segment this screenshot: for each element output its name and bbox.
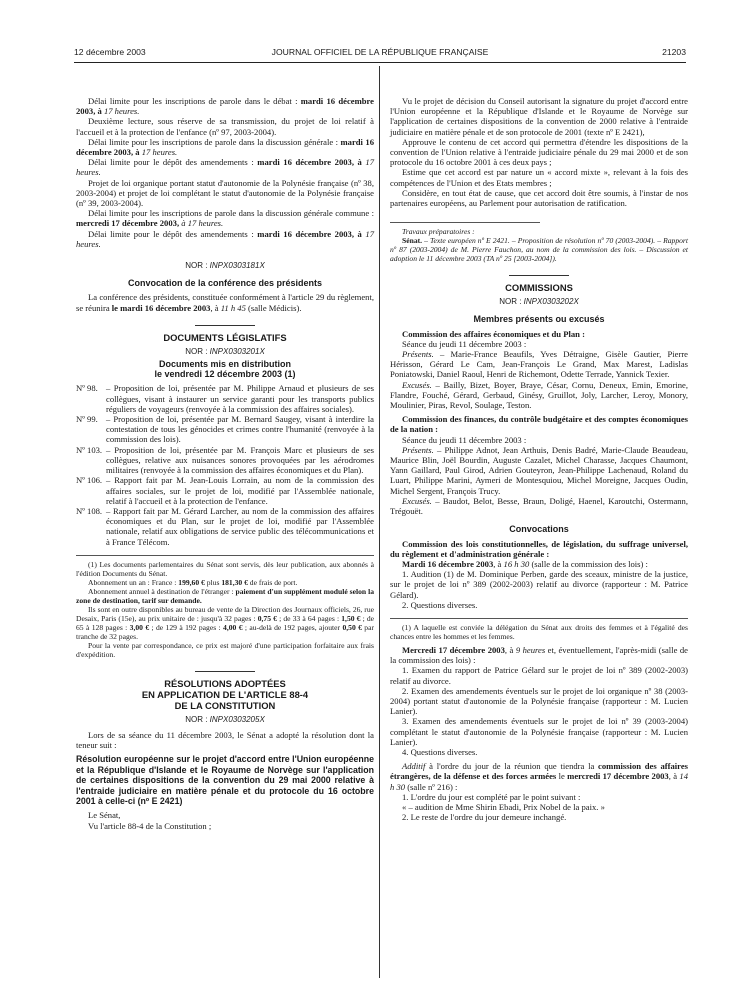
footnote: Abonnement un an : France : 199,60 € plus 181,30 € de frais de port. xyxy=(88,577,298,587)
header-title: JOURNAL OFFICIEL DE LA RÉPUBLIQUE FRANÇAISE xyxy=(271,47,489,57)
paragraph: « – audition de Mme Shirin Ebadi, Prix Nobel de la paix. » xyxy=(402,801,605,812)
paragraph: Délai limite pour les inscriptions de parole dans la discussion générale : mardi 16 décembre 2003, à 17 heures. xyxy=(76,136,374,158)
separator-rule xyxy=(195,671,255,672)
list-item: Nº 99. – Proposition de loi, présentée par M. Bernard Saugey, visant à interdire la contestation de tous les génocides et crimes contre l'humanité (renvoyée à la commission des lois). xyxy=(76,414,374,445)
travaux-preparatoires: Travaux préparatoires : Sénat. – Texte européen nº E 2421. – Proposition de résolution nº 70 (2003-2004). – Rapport nº 87 (2003-2004) de M. Pierre Fauchon, au nom de la commission des lois. – Discussion et adoption le 11 décembre 2003 (TA nº 25 [2003-2004]). xyxy=(390,227,688,264)
footnote-rule xyxy=(390,618,688,619)
section-title-resolutions: RÉSOLUTIONS ADOPTÉES EN APPLICATION DE L'ARTICLE 88-4 DE LA CONSTITUTION xyxy=(141,677,309,711)
paragraph: Mardi 16 décembre 2003, à 16 h 30 (salle de la commission des lois) : xyxy=(402,558,648,569)
commission-heading: Commission des lois constitutionnelles, de législation, du suffrage universel, du règlement et d'administration générale : xyxy=(390,538,688,559)
paragraph: 4. Questions diverses. xyxy=(402,746,478,757)
paragraph: La conférence des présidents, constituée conformément à l'article 29 du règlement, se réunira le mardi 16 décembre 2003, à 11 h 45 (salle Médicis). xyxy=(76,292,374,313)
paragraph: Délai limite pour le dépôt des amendements : mardi 16 décembre 2003, à 17 heures. xyxy=(76,228,374,249)
list-item: Nº 98. – Proposition de loi, présentée par M. Philippe Arnaud et plusieurs de ses collègues, visant à instaurer un service garanti pour les transports publics réguliers de voyageurs (renvoyée à la commission des affaires sociales). xyxy=(76,383,374,414)
column-separator xyxy=(379,66,380,978)
paragraph: Projet de loi organique portant statut d'autonomie de la Polynésie française (nº 38, 2003-2004) et projet de loi complétant le statut d'autonomie de la Polynésie française (nº 39, 2003-2004). xyxy=(76,177,374,209)
footnote: (1) Les documents parlementaires du Sénat sont servis, dès leur publication, aux abonnés à l'édition Documents du Sénat. xyxy=(76,559,374,578)
footnote: Pour la vente par correspondance, ce prix est majoré d'une participation forfaitaire aux frais d'expédition. xyxy=(76,640,374,659)
left-column xyxy=(76,96,374,831)
paragraph: Additif à l'ordre du jour de la réunion que tiendra la commission des affaires étrangères, de la défense et des forces armées le mercredi 17 décembre 2003, à 14 h 30 (salle nº 216) : xyxy=(390,761,688,792)
paragraph: Vu l'article 88-4 de la Constitution ; xyxy=(88,820,212,831)
paragraph: Considère, en tout état de cause, que cet accord doit être soumis, à l'instar de nos partenaires européens, au Parlement pour autorisation de ratification. xyxy=(390,187,688,209)
paragraph: Excusés. – Baudot, Belot, Besse, Braun, Doligé, Haenel, Karoutchi, Ostermann, Trégouët. xyxy=(390,495,688,517)
footnote: Abonnement annuel à destination de l'étranger : paiement d'un supplément modulé selon la zone de destination, tarif sur demande. xyxy=(76,586,375,605)
documents-subtitle: Documents mis en distribution le vendredi 12 décembre 2003 (1) xyxy=(154,359,296,380)
separator-rule xyxy=(509,275,569,276)
paragraph: Mercredi 17 décembre 2003, à 9 heures et, éventuellement, l'après-midi (salle de la commission des lois) : xyxy=(390,644,688,666)
nor-reference: NOR : INPX0303202X xyxy=(499,297,579,307)
paragraph: Excusés. – Bailly, Bizet, Boyer, Braye, César, Cornu, Deneux, Emin, Emorine, Flandre, Fouché, Gérard, Gerbaud, Ginésy, Gruillot, Joly, Larcher, Leroy, Monory, Moulinier, Piras, Revol, Soulage, Teston. xyxy=(390,379,688,411)
list-item: Nº 108. – Rapport fait par M. Gérard Larcher, au nom de la commission des affaires économiques et du Plan, sur le projet de loi, modifié par l'Assemblée nationale, relatif aux obligations de service public des télécommunications et à France Télécom. xyxy=(76,505,374,547)
convocations-title: Convocations xyxy=(509,524,569,535)
commission-heading: Commission des affaires économiques et du Plan : xyxy=(402,328,585,339)
list-item: Nº 103. – Proposition de loi, présentée par M. François Marc et plusieurs de ses collègues, relative aux nuisances sonores provoquées par les aérodromes militaires (renvoyée à la commission des affaires économiques et du Plan). xyxy=(76,444,374,476)
paragraph: Séance du jeudi 11 décembre 2003 : xyxy=(402,434,527,445)
paragraph: 2. Questions diverses. xyxy=(402,599,478,610)
paragraph: Approuve le contenu de cet accord qui permettra d'étendre les dispositions de la convention de l'Union relative à l'entraide judiciaire pénale du 29 mai 2000 et de son protocole du 16 octobre 2001 à ces deux pays ; xyxy=(390,136,688,168)
conference-title: Convocation de la conférence des présidents xyxy=(127,278,323,289)
paragraph: Le Sénat, xyxy=(88,810,121,821)
footnote-rule xyxy=(390,222,540,223)
membres-title: Membres présents ou excusés xyxy=(473,314,605,325)
paragraph: Lors de sa séance du 11 décembre 2003, le Sénat a adopté la résolution dont la teneur suit : xyxy=(76,729,374,751)
header-date: 12 décembre 2003 xyxy=(74,47,146,57)
nor-reference: NOR : INPX0303201X xyxy=(185,346,265,356)
paragraph: 3. Examen des amendements éventuels sur le projet de loi nº 39 (2003-2004) complétant le statut d'autonomie de la Polynésie française (rapporteur : M. Lucien Lanier). xyxy=(390,716,688,747)
paragraph: Vu le projet de décision du Conseil autorisant la signature du projet d'accord entre l'Union européenne et la République d'Islande et le Royaume de Norvège sur l'application de certaines dispositions de la convention de 2000 relative à l'entraide judiciaire en matière pénale et de son protocole de 2001 (texte nº E 2421), xyxy=(390,96,688,137)
nor-reference: NOR : INPX0303181X xyxy=(185,261,265,271)
section-title-commissions: COMMISSIONS xyxy=(505,282,573,294)
paragraph: Séance du jeudi 11 décembre 2003 : xyxy=(402,338,527,349)
paragraph: Deuxième lecture, sous réserve de sa transmission, du projet de loi relatif à l'accueil et à la protection de l'enfance (nº 97, 2003-2004). xyxy=(76,116,374,137)
section-title-documents: DOCUMENTS LÉGISLATIFS xyxy=(163,331,287,343)
header-page-number: 21203 xyxy=(662,47,686,57)
paragraph: 1. L'ordre du jour est complété par le point suivant : xyxy=(402,791,581,802)
right-column xyxy=(390,96,688,822)
paragraph: 1. Audition (1) de M. Dominique Perben, garde des sceaux, ministre de la justice, sur le projet de loi nº 389 (2002-2003) relatif au divorce (rapporteur : M. Patrice Gélard). xyxy=(390,569,688,600)
footnote: (1) A laquelle est conviée la délégation du Sénat aux droits des femmes et à l'égalité des chances entre les hommes et les femmes. xyxy=(390,622,688,641)
header-rule xyxy=(74,62,686,63)
page-header xyxy=(74,47,686,61)
paragraph: Estime que cet accord est par nature un « accord mixte », relevant à la fois des compétences de l'Union et des Etats membres ; xyxy=(390,167,688,188)
paragraph: 1. Examen du rapport de Patrice Gélard sur le projet de loi nº 389 (2002-2003) relatif au divorce. xyxy=(390,665,688,686)
paragraph: 2. Le reste de l'ordre du jour demeure inchangé. xyxy=(402,812,567,823)
list-item: Nº 106. – Rapport fait par M. Jean-Louis Lorrain, au nom de la commission des affaires sociales, sur le projet de loi, modifié par l'Assemblée nationale, relatif à l'accueil et à la protection de l'enfance. xyxy=(76,475,374,506)
footnote: Ils sont en outre disponibles au bureau de vente de la Direction des Journaux officiels, 26, rue Desaix, Paris (15e), au prix unitaire de : jusqu'à 32 pages : 0,75 € ; de 33 à 64 pages : 1,50 € ; de 65 à 128 pages : 3,00 € ; de 129 à 192 pages : 4,00 € ; au-delà de 192 pages, ajouter 0,50 € par tranche de 32 pages. xyxy=(76,604,375,641)
paragraph: Délai limite pour les inscriptions de parole dans la discussion générale commune : mercredi 17 décembre 2003, à 17 heures. xyxy=(76,208,374,229)
separator-rule xyxy=(195,325,255,326)
resolution-heading: Résolution européenne sur le projet d'accord entre l'Union européenne et la République d'Islande et le Royaume de Norvège sur l'application de certaines dispositions de la convention du 29 mai 2000 relative à l'entraide judiciaire en matière pénale et du protocole du 16 octobre 2001 à celle-ci (nº E 2421) xyxy=(76,754,374,806)
nor-reference: NOR : INPX0303205X xyxy=(185,714,265,724)
commission-heading: Commission des finances, du contrôle budgétaire et des comptes économiques de la nation : xyxy=(390,414,688,435)
paragraph: 2. Examen des amendements éventuels sur le projet de loi organique nº 38 (2003-2004) portant statut d'autonomie de la Polynésie française (rapporteur : M. Lucien Lanier). xyxy=(390,685,688,717)
paragraph: Présents. – Philippe Adnot, Jean Arthuis, Denis Badré, Marie-Claude Beaudeau, Maurice Blin, Joël Bourdin, Auguste Cazalet, Michel Charasse, Jacques Chaumont, Yann Gaillard, Paul Girod, Adrien Gouteyron, Jean-Philippe Lachenaud, Roland du Luart, Philippe Marini, Aymeri de Montesquiou, Michel Moreigne, Jacques Oudin, Michel Sergent, François Trucy. xyxy=(390,444,688,496)
paragraph: Présents. – Marie-France Beaufils, Yves Détraigne, Gisèle Gautier, Pierre Hérisson, Gérard Le Cam, Jean-François Le Grand, Max Marest, Ladislas Poniatowski, Daniel Raoul, Henri de Richemont, Odette Terrade, Yannick Texier. xyxy=(390,349,688,380)
footnote-rule xyxy=(76,555,374,556)
paragraph: Délai limite pour le dépôt des amendements : mardi 16 décembre 2003, à 17 heures. xyxy=(76,157,374,178)
paragraph: Délai limite pour les inscriptions de parole dans le débat : mardi 16 décembre 2003, à 17 heures. xyxy=(76,96,374,117)
